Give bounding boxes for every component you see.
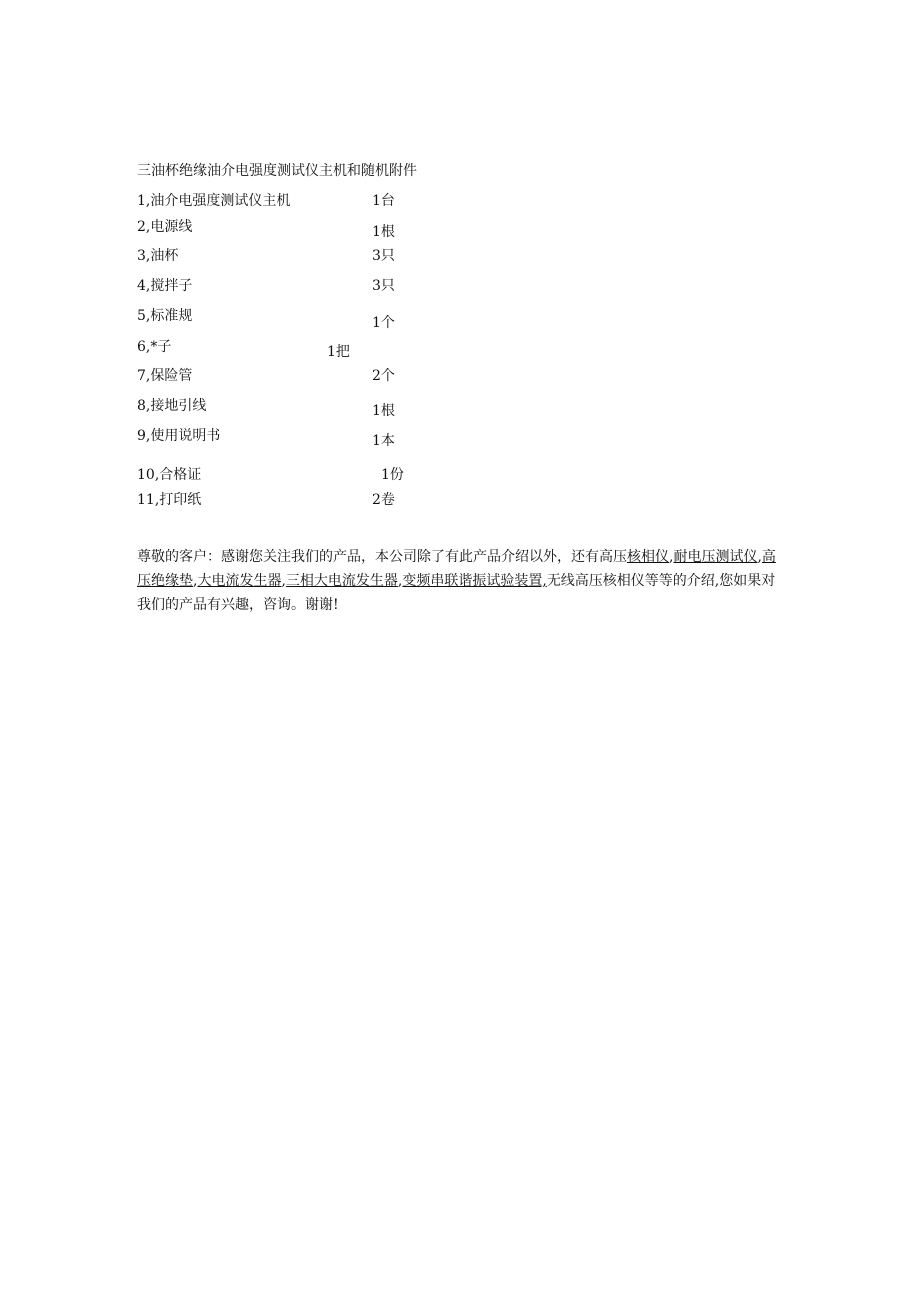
item-qty: 1个 xyxy=(372,315,395,331)
separator: , xyxy=(669,549,674,565)
item-qty: 1台 xyxy=(372,193,395,209)
item-name: 7,保险管 xyxy=(137,368,193,384)
product-link[interactable]: 核相仪 xyxy=(627,549,669,565)
closing-intro: 尊敬的客户：感谢您关注我们的产品，本公司除了有此产品介绍以外，还有高压 xyxy=(137,549,627,565)
closing-paragraph xyxy=(137,545,789,617)
item-qty: 3只 xyxy=(372,248,395,264)
product-link[interactable]: 耐电压测试仪 xyxy=(673,549,758,565)
item-qty: 1本 xyxy=(372,433,395,449)
product-link[interactable]: 变频串联谐振试验装置, xyxy=(402,573,547,589)
closing-outro: 无线高压核相仪等等的介绍,您如果对我们的产品有兴趣，咨询。谢谢! xyxy=(137,573,776,613)
product-link[interactable]: 大电流发生器 xyxy=(197,573,282,589)
separator: , xyxy=(193,573,198,589)
separator: , xyxy=(757,549,762,565)
item-name: 2,电源线 xyxy=(137,219,193,235)
item-qty: 1份 xyxy=(381,467,404,483)
item-name: 9,使用说明书 xyxy=(137,428,221,444)
item-name: 4,搅拌子 xyxy=(137,278,193,294)
item-name: 3,油杯 xyxy=(137,248,179,264)
item-name: 8,接地引线 xyxy=(137,398,207,414)
item-name: 5,标准规 xyxy=(137,308,193,324)
item-qty: 3只 xyxy=(372,278,395,294)
document-title: 三油杯绝缘油介电强度测试仪主机和随机附件 xyxy=(137,163,417,179)
item-name: 11,打印纸 xyxy=(137,492,202,508)
item-name: 6,*子 xyxy=(137,339,172,355)
separator: , xyxy=(281,573,286,589)
item-qty: 1根 xyxy=(372,403,395,419)
item-qty: 1把 xyxy=(327,344,350,360)
separator: , xyxy=(397,573,403,589)
item-qty: 1根 xyxy=(372,224,395,240)
item-name: 10,合格证 xyxy=(137,467,202,483)
product-link[interactable]: 高压绝缘垫 xyxy=(137,549,776,589)
item-qty: 2卷 xyxy=(372,492,395,508)
product-link[interactable]: 三相大电流发生器 xyxy=(285,573,398,589)
item-qty: 2个 xyxy=(372,368,395,384)
item-name: 1,油介电强度测试仪主机 xyxy=(137,193,291,209)
